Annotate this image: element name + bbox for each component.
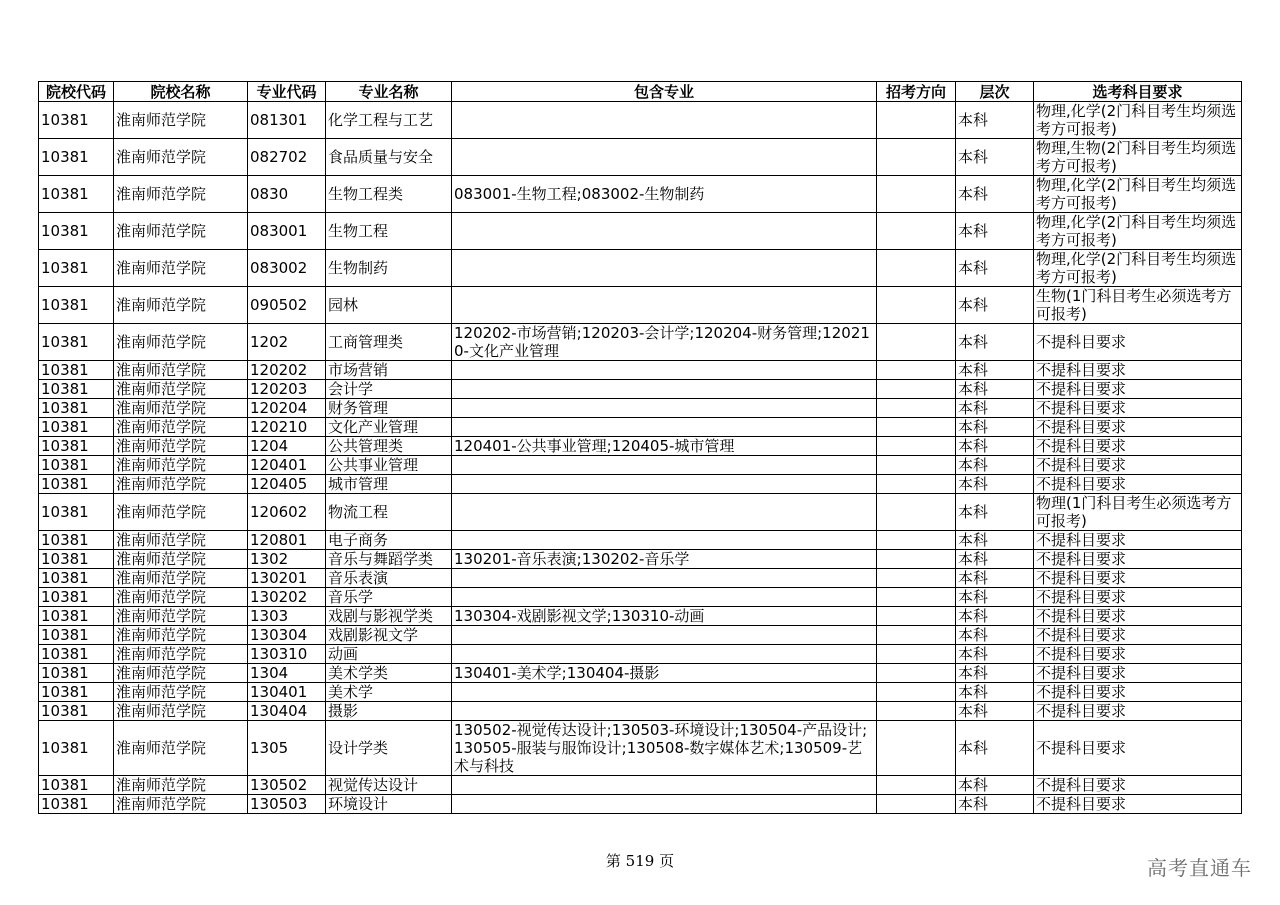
table-row: [39, 664, 1242, 683]
cell-subject-requirement: 不提科目要求: [1034, 531, 1242, 550]
header-school-code: 院校代码: [39, 82, 114, 102]
cell-level: 本科: [956, 776, 1034, 795]
cell-level: 本科: [956, 380, 1034, 399]
cell-school-name: 淮南师范学院: [114, 607, 248, 626]
cell-direction: [877, 645, 956, 664]
cell-school-code: 10381: [39, 456, 114, 475]
cell-direction: [877, 531, 956, 550]
cell-school-code: 10381: [39, 324, 114, 361]
cell-level: 本科: [956, 721, 1034, 776]
cell-major-code: 083001: [248, 213, 326, 250]
cell-school-code: 10381: [39, 380, 114, 399]
cell-major-code: 1304: [248, 664, 326, 683]
cell-included-majors: [452, 626, 877, 645]
cell-subject-requirement: 不提科目要求: [1034, 418, 1242, 437]
cell-major-name: 音乐与舞蹈学类: [326, 550, 452, 569]
cell-included-majors: [452, 418, 877, 437]
cell-level: 本科: [956, 569, 1034, 588]
cell-level: 本科: [956, 588, 1034, 607]
table-row: [39, 324, 1242, 361]
cell-subject-requirement: 不提科目要求: [1034, 626, 1242, 645]
cell-direction: [877, 702, 956, 721]
cell-school-name: 淮南师范学院: [114, 645, 248, 664]
cell-school-code: 10381: [39, 213, 114, 250]
cell-school-name: 淮南师范学院: [114, 324, 248, 361]
cell-direction: [877, 626, 956, 645]
cell-subject-requirement: 不提科目要求: [1034, 361, 1242, 380]
cell-major-name: 工商管理类: [326, 324, 452, 361]
table-header-row: [39, 82, 1242, 102]
table-row: [39, 418, 1242, 437]
cell-major-code: 1204: [248, 437, 326, 456]
table-row: [39, 475, 1242, 494]
cell-level: 本科: [956, 250, 1034, 287]
cell-included-majors: [452, 399, 877, 418]
cell-direction: [877, 664, 956, 683]
cell-major-code: 0830: [248, 176, 326, 213]
cell-level: 本科: [956, 550, 1034, 569]
cell-direction: [877, 176, 956, 213]
cell-school-name: 淮南师范学院: [114, 721, 248, 776]
cell-major-name: 生物工程类: [326, 176, 452, 213]
cell-school-name: 淮南师范学院: [114, 250, 248, 287]
cell-included-majors: [452, 361, 877, 380]
cell-major-name: 摄影: [326, 702, 452, 721]
table-row: [39, 250, 1242, 287]
cell-school-code: 10381: [39, 702, 114, 721]
cell-school-name: 淮南师范学院: [114, 494, 248, 531]
cell-major-name: 生物制药: [326, 250, 452, 287]
cell-direction: [877, 139, 956, 176]
cell-level: 本科: [956, 645, 1034, 664]
admission-table: [38, 81, 1242, 814]
header-major-code: 专业代码: [248, 82, 326, 102]
cell-school-code: 10381: [39, 569, 114, 588]
cell-major-code: 081301: [248, 102, 326, 139]
cell-major-code: 130502: [248, 776, 326, 795]
table-row: [39, 213, 1242, 250]
cell-subject-requirement: 不提科目要求: [1034, 645, 1242, 664]
cell-level: 本科: [956, 475, 1034, 494]
cell-major-code: 130401: [248, 683, 326, 702]
cell-major-name: 市场营销: [326, 361, 452, 380]
cell-major-name: 公共管理类: [326, 437, 452, 456]
cell-level: 本科: [956, 531, 1034, 550]
cell-major-name: 会计学: [326, 380, 452, 399]
table-row: [39, 626, 1242, 645]
cell-included-majors: [452, 795, 877, 814]
table-row: [39, 569, 1242, 588]
cell-major-code: 120405: [248, 475, 326, 494]
cell-direction: [877, 437, 956, 456]
cell-school-code: 10381: [39, 550, 114, 569]
cell-major-name: 物流工程: [326, 494, 452, 531]
cell-school-name: 淮南师范学院: [114, 683, 248, 702]
table-row: [39, 361, 1242, 380]
watermark-logo: 高考直通车: [1147, 856, 1252, 880]
cell-level: 本科: [956, 607, 1034, 626]
cell-included-majors: [452, 588, 877, 607]
cell-school-code: 10381: [39, 250, 114, 287]
cell-level: 本科: [956, 626, 1034, 645]
cell-included-majors: [452, 776, 877, 795]
cell-level: 本科: [956, 456, 1034, 475]
cell-major-name: 设计学类: [326, 721, 452, 776]
cell-level: 本科: [956, 176, 1034, 213]
cell-school-name: 淮南师范学院: [114, 569, 248, 588]
cell-included-majors: [452, 475, 877, 494]
cell-subject-requirement: 物理,化学(2门科目考生均须选考方可报考): [1034, 176, 1242, 213]
table-row: [39, 102, 1242, 139]
cell-major-code: 1202: [248, 324, 326, 361]
cell-major-code: 130503: [248, 795, 326, 814]
cell-direction: [877, 494, 956, 531]
cell-major-code: 120401: [248, 456, 326, 475]
cell-school-name: 淮南师范学院: [114, 102, 248, 139]
cell-included-majors: [452, 213, 877, 250]
cell-subject-requirement: 物理,生物(2门科目考生均须选考方可报考): [1034, 139, 1242, 176]
cell-direction: [877, 213, 956, 250]
cell-included-majors: 120202-市场营销;120203-会计学;120204-财务管理;120210-文化产业管理: [452, 324, 877, 361]
table-row: [39, 494, 1242, 531]
cell-school-name: 淮南师范学院: [114, 795, 248, 814]
table-row: [39, 456, 1242, 475]
table-row: [39, 531, 1242, 550]
table-row: [39, 645, 1242, 664]
cell-school-name: 淮南师范学院: [114, 550, 248, 569]
cell-school-code: 10381: [39, 494, 114, 531]
cell-school-code: 10381: [39, 176, 114, 213]
cell-major-code: 120210: [248, 418, 326, 437]
cell-major-name: 美术学: [326, 683, 452, 702]
cell-school-name: 淮南师范学院: [114, 588, 248, 607]
cell-subject-requirement: 不提科目要求: [1034, 588, 1242, 607]
cell-school-code: 10381: [39, 531, 114, 550]
cell-level: 本科: [956, 287, 1034, 324]
cell-included-majors: [452, 645, 877, 664]
cell-included-majors: [452, 287, 877, 324]
cell-subject-requirement: 不提科目要求: [1034, 324, 1242, 361]
cell-direction: [877, 607, 956, 626]
cell-school-name: 淮南师范学院: [114, 437, 248, 456]
cell-level: 本科: [956, 399, 1034, 418]
table-row: [39, 139, 1242, 176]
cell-direction: [877, 795, 956, 814]
cell-subject-requirement: 不提科目要求: [1034, 702, 1242, 721]
cell-level: 本科: [956, 361, 1034, 380]
cell-major-name: 电子商务: [326, 531, 452, 550]
cell-level: 本科: [956, 324, 1034, 361]
cell-level: 本科: [956, 437, 1034, 456]
cell-level: 本科: [956, 213, 1034, 250]
table-row: [39, 776, 1242, 795]
header-subject-requirement: 选考科目要求: [1034, 82, 1242, 102]
cell-included-majors: 083001-生物工程;083002-生物制药: [452, 176, 877, 213]
cell-direction: [877, 324, 956, 361]
cell-included-majors: [452, 380, 877, 399]
cell-major-code: 120204: [248, 399, 326, 418]
header-school-name: 院校名称: [114, 82, 248, 102]
cell-direction: [877, 418, 956, 437]
cell-major-code: 130202: [248, 588, 326, 607]
cell-included-majors: [452, 494, 877, 531]
cell-level: 本科: [956, 102, 1034, 139]
cell-subject-requirement: 不提科目要求: [1034, 380, 1242, 399]
cell-school-code: 10381: [39, 795, 114, 814]
cell-level: 本科: [956, 702, 1034, 721]
header-included-majors: 包含专业: [452, 82, 877, 102]
cell-subject-requirement: 不提科目要求: [1034, 607, 1242, 626]
table-row: [39, 795, 1242, 814]
cell-included-majors: 130502-视觉传达设计;130503-环境设计;130504-产品设计;130505-服装与服饰设计;130508-数字媒体艺术;130509-艺术与科技: [452, 721, 877, 776]
cell-school-code: 10381: [39, 102, 114, 139]
cell-major-name: 戏剧与影视学类: [326, 607, 452, 626]
cell-included-majors: [452, 102, 877, 139]
cell-direction: [877, 721, 956, 776]
cell-direction: [877, 380, 956, 399]
cell-school-name: 淮南师范学院: [114, 213, 248, 250]
cell-school-name: 淮南师范学院: [114, 139, 248, 176]
cell-major-name: 美术学类: [326, 664, 452, 683]
cell-major-name: 动画: [326, 645, 452, 664]
table-row: [39, 683, 1242, 702]
cell-subject-requirement: 不提科目要求: [1034, 437, 1242, 456]
cell-school-code: 10381: [39, 626, 114, 645]
cell-school-code: 10381: [39, 607, 114, 626]
cell-school-name: 淮南师范学院: [114, 475, 248, 494]
cell-school-code: 10381: [39, 418, 114, 437]
cell-major-code: 120202: [248, 361, 326, 380]
cell-direction: [877, 776, 956, 795]
cell-school-name: 淮南师范学院: [114, 626, 248, 645]
cell-major-code: 130304: [248, 626, 326, 645]
cell-school-code: 10381: [39, 361, 114, 380]
cell-major-name: 园林: [326, 287, 452, 324]
cell-school-code: 10381: [39, 139, 114, 176]
cell-school-code: 10381: [39, 287, 114, 324]
cell-major-code: 120203: [248, 380, 326, 399]
cell-subject-requirement: 不提科目要求: [1034, 776, 1242, 795]
cell-school-name: 淮南师范学院: [114, 399, 248, 418]
cell-major-name: 视觉传达设计: [326, 776, 452, 795]
cell-subject-requirement: 不提科目要求: [1034, 683, 1242, 702]
cell-level: 本科: [956, 683, 1034, 702]
cell-school-code: 10381: [39, 399, 114, 418]
cell-major-code: 090502: [248, 287, 326, 324]
cell-subject-requirement: 不提科目要求: [1034, 456, 1242, 475]
cell-major-name: 音乐学: [326, 588, 452, 607]
cell-major-name: 戏剧影视文学: [326, 626, 452, 645]
cell-major-code: 130201: [248, 569, 326, 588]
cell-subject-requirement: 物理,化学(2门科目考生均须选考方可报考): [1034, 102, 1242, 139]
cell-major-code: 082702: [248, 139, 326, 176]
cell-major-name: 环境设计: [326, 795, 452, 814]
cell-subject-requirement: 不提科目要求: [1034, 664, 1242, 683]
table-row: [39, 702, 1242, 721]
cell-school-code: 10381: [39, 475, 114, 494]
cell-school-name: 淮南师范学院: [114, 531, 248, 550]
header-major-name: 专业名称: [326, 82, 452, 102]
cell-included-majors: 130401-美术学;130404-摄影: [452, 664, 877, 683]
cell-subject-requirement: 物理,化学(2门科目考生均须选考方可报考): [1034, 213, 1242, 250]
cell-major-name: 食品质量与安全: [326, 139, 452, 176]
cell-school-code: 10381: [39, 664, 114, 683]
cell-direction: [877, 550, 956, 569]
cell-school-code: 10381: [39, 776, 114, 795]
cell-direction: [877, 361, 956, 380]
cell-major-code: 130310: [248, 645, 326, 664]
table-row: [39, 588, 1242, 607]
cell-school-code: 10381: [39, 683, 114, 702]
cell-subject-requirement: 不提科目要求: [1034, 550, 1242, 569]
cell-included-majors: 120401-公共事业管理;120405-城市管理: [452, 437, 877, 456]
header-level: 层次: [956, 82, 1034, 102]
cell-direction: [877, 683, 956, 702]
cell-included-majors: [452, 456, 877, 475]
cell-major-name: 化学工程与工艺: [326, 102, 452, 139]
cell-direction: [877, 287, 956, 324]
cell-direction: [877, 399, 956, 418]
cell-major-name: 公共事业管理: [326, 456, 452, 475]
header-direction: 招考方向: [877, 82, 956, 102]
table-body: [39, 102, 1242, 814]
cell-direction: [877, 456, 956, 475]
cell-major-code: 120602: [248, 494, 326, 531]
cell-subject-requirement: 不提科目要求: [1034, 569, 1242, 588]
cell-school-name: 淮南师范学院: [114, 380, 248, 399]
cell-school-code: 10381: [39, 588, 114, 607]
cell-school-code: 10381: [39, 645, 114, 664]
cell-level: 本科: [956, 795, 1034, 814]
cell-subject-requirement: 生物(1门科目考生必须选考方可报考): [1034, 287, 1242, 324]
cell-school-name: 淮南师范学院: [114, 176, 248, 213]
table-row: [39, 399, 1242, 418]
cell-direction: [877, 102, 956, 139]
cell-subject-requirement: 不提科目要求: [1034, 795, 1242, 814]
page-number: 第 519 页: [605, 852, 675, 870]
cell-direction: [877, 475, 956, 494]
cell-major-code: 130404: [248, 702, 326, 721]
cell-school-name: 淮南师范学院: [114, 664, 248, 683]
cell-subject-requirement: 物理(1门科目考生必须选考方可报考): [1034, 494, 1242, 531]
cell-school-name: 淮南师范学院: [114, 418, 248, 437]
cell-direction: [877, 250, 956, 287]
table-row: [39, 607, 1242, 626]
cell-major-name: 城市管理: [326, 475, 452, 494]
cell-level: 本科: [956, 494, 1034, 531]
cell-school-name: 淮南师范学院: [114, 361, 248, 380]
table-row: [39, 550, 1242, 569]
cell-major-code: 1302: [248, 550, 326, 569]
cell-level: 本科: [956, 664, 1034, 683]
cell-major-code: 1303: [248, 607, 326, 626]
cell-included-majors: 130201-音乐表演;130202-音乐学: [452, 550, 877, 569]
cell-school-name: 淮南师范学院: [114, 456, 248, 475]
cell-direction: [877, 569, 956, 588]
cell-major-name: 财务管理: [326, 399, 452, 418]
table-row: [39, 176, 1242, 213]
cell-major-name: 生物工程: [326, 213, 452, 250]
cell-included-majors: [452, 683, 877, 702]
table-row: [39, 380, 1242, 399]
cell-school-name: 淮南师范学院: [114, 776, 248, 795]
cell-subject-requirement: 不提科目要求: [1034, 721, 1242, 776]
table-row: [39, 437, 1242, 456]
cell-major-code: 083002: [248, 250, 326, 287]
cell-included-majors: [452, 531, 877, 550]
cell-level: 本科: [956, 418, 1034, 437]
cell-major-code: 120801: [248, 531, 326, 550]
cell-included-majors: [452, 569, 877, 588]
cell-major-name: 音乐表演: [326, 569, 452, 588]
cell-school-code: 10381: [39, 721, 114, 776]
cell-major-name: 文化产业管理: [326, 418, 452, 437]
cell-school-name: 淮南师范学院: [114, 702, 248, 721]
cell-level: 本科: [956, 139, 1034, 176]
cell-included-majors: [452, 702, 877, 721]
table-row: [39, 287, 1242, 324]
cell-included-majors: [452, 250, 877, 287]
cell-direction: [877, 588, 956, 607]
cell-included-majors: [452, 139, 877, 176]
cell-school-code: 10381: [39, 437, 114, 456]
cell-subject-requirement: 不提科目要求: [1034, 399, 1242, 418]
cell-major-code: 1305: [248, 721, 326, 776]
table-row: [39, 721, 1242, 776]
cell-subject-requirement: 不提科目要求: [1034, 475, 1242, 494]
cell-school-name: 淮南师范学院: [114, 287, 248, 324]
cell-subject-requirement: 物理,化学(2门科目考生均须选考方可报考): [1034, 250, 1242, 287]
cell-included-majors: 130304-戏剧影视文学;130310-动画: [452, 607, 877, 626]
